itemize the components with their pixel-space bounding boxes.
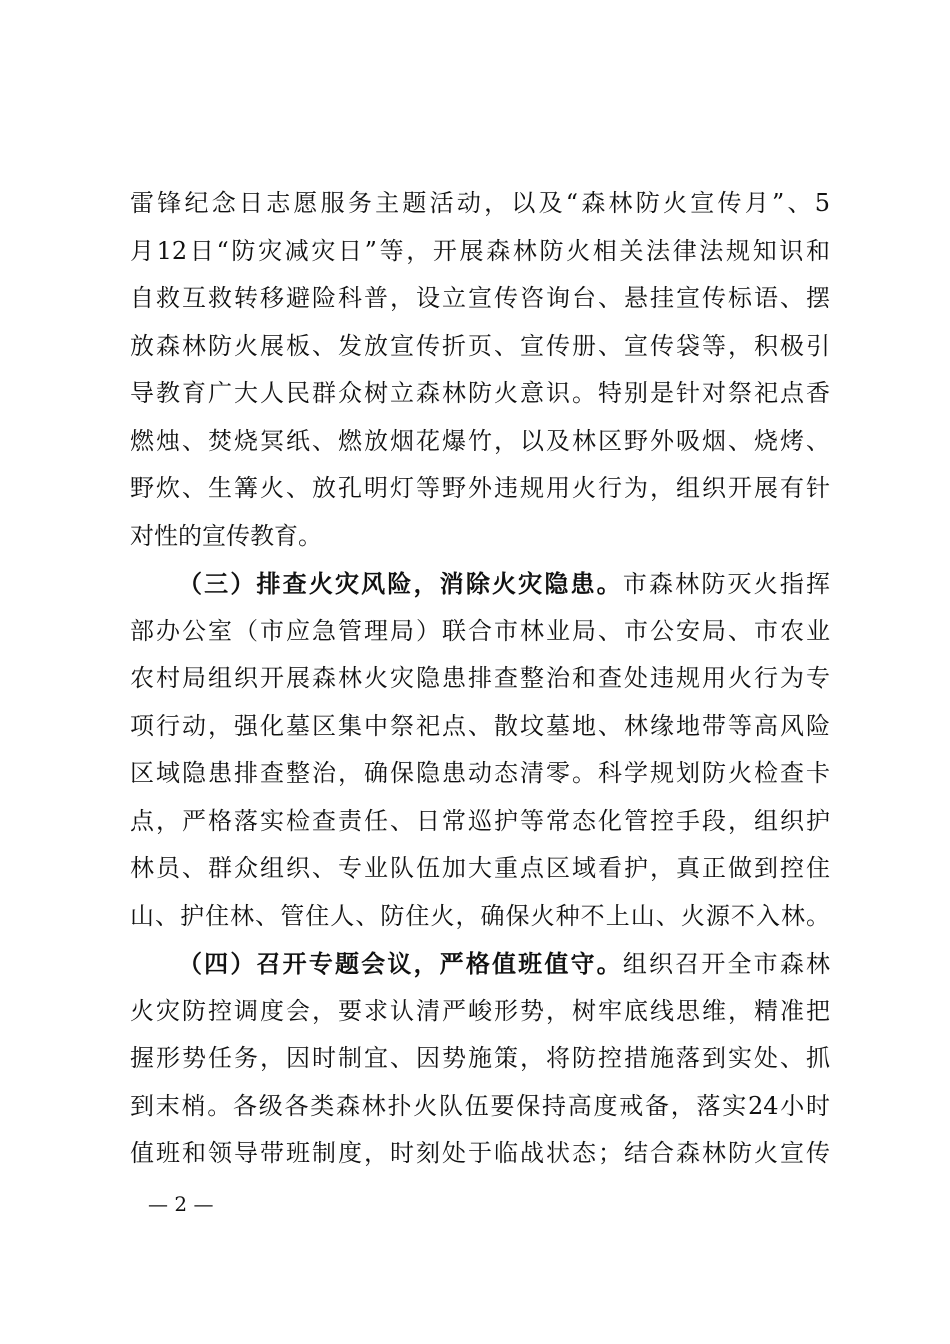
text-line: 点，严格落实检查责任、日常巡护等常态化管控手段，组织护 [130, 806, 830, 835]
text-line: 值班和领导带班制度，时刻处于临战状态；结合森林防火宣传 [130, 1139, 830, 1167]
text-line: 火灾防控调度会，要求认清严峻形势，树牢底线思维，精准把 [130, 996, 830, 1025]
text-line: 雷锋纪念日志愿服务主题活动，以及“森林防火宣传月”、5 [130, 189, 830, 217]
text-line: 山、护住林、管住人、防住火，确保火种不上山、火源不入林。 [130, 901, 830, 930]
paragraph-first-line [130, 560, 830, 608]
section-heading-4: （四）召开专题会议，严格值班值守。 [178, 949, 623, 978]
paragraph-1 [130, 180, 830, 560]
paragraph-first-line [130, 940, 830, 988]
text-line: 导教育广大人民群众树立森林防火意识。特别是针对祭祀点香 [130, 379, 830, 407]
paragraph-3 [130, 940, 830, 1178]
text-line: 到末梢。各级各类森林扑火队伍要保持高度戒备，落实24小时 [130, 1091, 830, 1120]
page-number: — 2 — [148, 1192, 214, 1216]
text-line: 燃烛、焚烧冥纸、燃放烟花爆竹，以及林区野外吸烟、烧烤、 [130, 426, 830, 455]
section-heading-3: （三）排查火灾风险，消除火灾隐患。 [178, 569, 623, 598]
paragraph-2 [130, 560, 830, 940]
text-line: 部办公室（市应急管理局）联合市林业局、市公安局、市农业 [130, 616, 830, 645]
text-line: 林员、群众组织、专业队伍加大重点区域看护，真正做到控住 [130, 854, 830, 882]
text-line: 野炊、生篝火、放孔明灯等野外违规用火行为，组织开展有针 [130, 474, 830, 502]
text-span: 市森林防灭火指挥 [622, 570, 830, 598]
body-text [130, 180, 830, 1178]
text-line: 自救互救转移避险科普，设立宣传咨询台、悬挂宣传标语、摆 [130, 284, 830, 312]
text-line: 农村局组织开展森林火灾隐患排查整治和查处违规用火行为专 [130, 664, 830, 692]
text-line: 对性的宣传教育。 [130, 521, 322, 550]
text-line: 月12日“防灾减灾日”等，开展森林防火相关法律法规知识和 [130, 236, 830, 265]
text-line: 握形势任务，因时制宜、因势施策，将防控措施落到实处、抓 [130, 1044, 830, 1072]
text-line: 放森林防火展板、发放宣传折页、宣传册、宣传袋等，积极引 [130, 331, 830, 360]
text-span: 组织召开全市森林 [622, 950, 830, 978]
text-line: 区域隐患排查整治，确保隐患动态清零。科学规划防火检查卡 [130, 759, 830, 787]
text-line: 项行动，强化墓区集中祭祀点、散坟墓地、林缘地带等高风险 [130, 711, 830, 740]
